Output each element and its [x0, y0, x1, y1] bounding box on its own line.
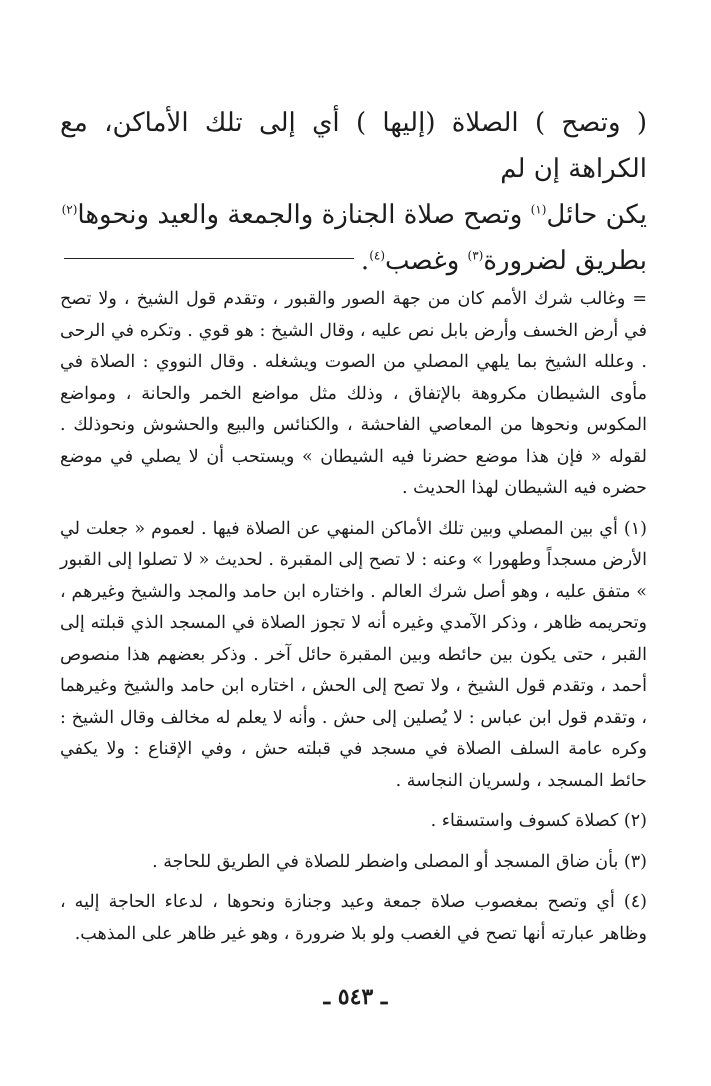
- footnote-ref-4: (٤): [369, 248, 386, 263]
- text-run: .: [360, 246, 370, 276]
- main-text-line: [60, 238, 647, 284]
- text-run: يكن حائل: [546, 200, 647, 230]
- footnote-continued: = وغالب شرك الأمم كان من جهة الصور والقبور ، وتقدم قول الشيخ ، ولا تصح في أرض الخسف وأرض بابل نص عليه ، وقال الشيخ : هو قوي . وتكره في الرحى . وعلله الشيخ بما يلهي المصلي من الصوت ويشغله . وقال النووي : الصلاة في مأوى الشيطان مكروهة بالإتفاق ، وذلك مثل مواضع الخمر والحانة ، ومواضع المكوس ونحوها من المعاصي الفاحشة ، والكنائس والبيع والحشوش ونحوذلك . لقوله « فإن هذا موضع حضرنا فيه الشيطان » ويستحب أن لا يصلي في موضع حضره فيه الشيطان لهذا الحديث .: [60, 289, 647, 498]
- footnote-ref-3: (٣): [467, 248, 484, 263]
- footnote-ref-2: (٢): [61, 202, 78, 217]
- footnote-separator: [64, 258, 354, 259]
- main-text-line: [60, 192, 647, 238]
- text-run: وغصب: [385, 246, 468, 276]
- text-run: ( وتصح ) الصلاة (إليها ) أي إلى تلك الأماكن، مع الكراهة إن لم: [60, 108, 647, 184]
- main-text-line: [60, 100, 647, 192]
- footnote-4: (٤) أي وتصح بمغصوب صلاة جمعة وعيد وجنازة ونحوها ، لدعاء الحاجة إليه ، وظاهر عبارته أنها تصح في الغصب ولو بلا ضرورة ، وهو غير ظاهر على المذهب.: [60, 892, 647, 944]
- footnote-3: (٣) بأن ضاق المسجد أو المصلى واضطر للصلاة في الطريق للحاجة .: [152, 851, 647, 872]
- text-run: بطريق لضرورة: [483, 246, 647, 276]
- footnote-ref-1: (١): [530, 202, 547, 217]
- page-number: ـ ٥٤٣ ـ: [323, 984, 388, 1010]
- footnotes: [60, 284, 647, 950]
- text-run: وتصح صلاة الجنازة والجمعة والعيد ونحوها: [77, 200, 531, 230]
- footnote-2: (٢) كصلاة كسوف واستسقاء .: [430, 811, 647, 831]
- main-text: [60, 100, 647, 284]
- footnote-1: (١) أي بين المصلي وبين تلك الأماكن المنهي عن الصلاة فيها . لعموم « جعلت لي الأرض مسجداً وطهورا » وعنه : لا تصح إلى المقبرة . لحديث « لا تصلوا إلى القبور » متفق عليه ، وهو أصل شرك العالم . واختاره ابن حامد والمجد والشيخ وغيرهم ، وتحريمه ظاهر ، وذكر الآمدي وغيره أنه لا تجوز الصلاة في المسجد الذي قبلته إلى القبر ، حتى يكون بين حائطه وبين المقبرة حائل آخر . وذكر بعضهم هذا منصوص أحمد ، وتقدم قول الشيخ ، ولا تصح إلى الحش ، اختاره ابن حامد والشيخ وغيرهما ، وتقدم قول ابن عباس : لا يُصلين إلى حش . وأنه لا يعلم له مخالف وقال الشيخ : وكره عامة السلف الصلاة في مسجد في قبلته حش ، وفي الإقناع : ولا يكفي حائط المسجد ، ولسريان النجاسة .: [60, 518, 647, 791]
